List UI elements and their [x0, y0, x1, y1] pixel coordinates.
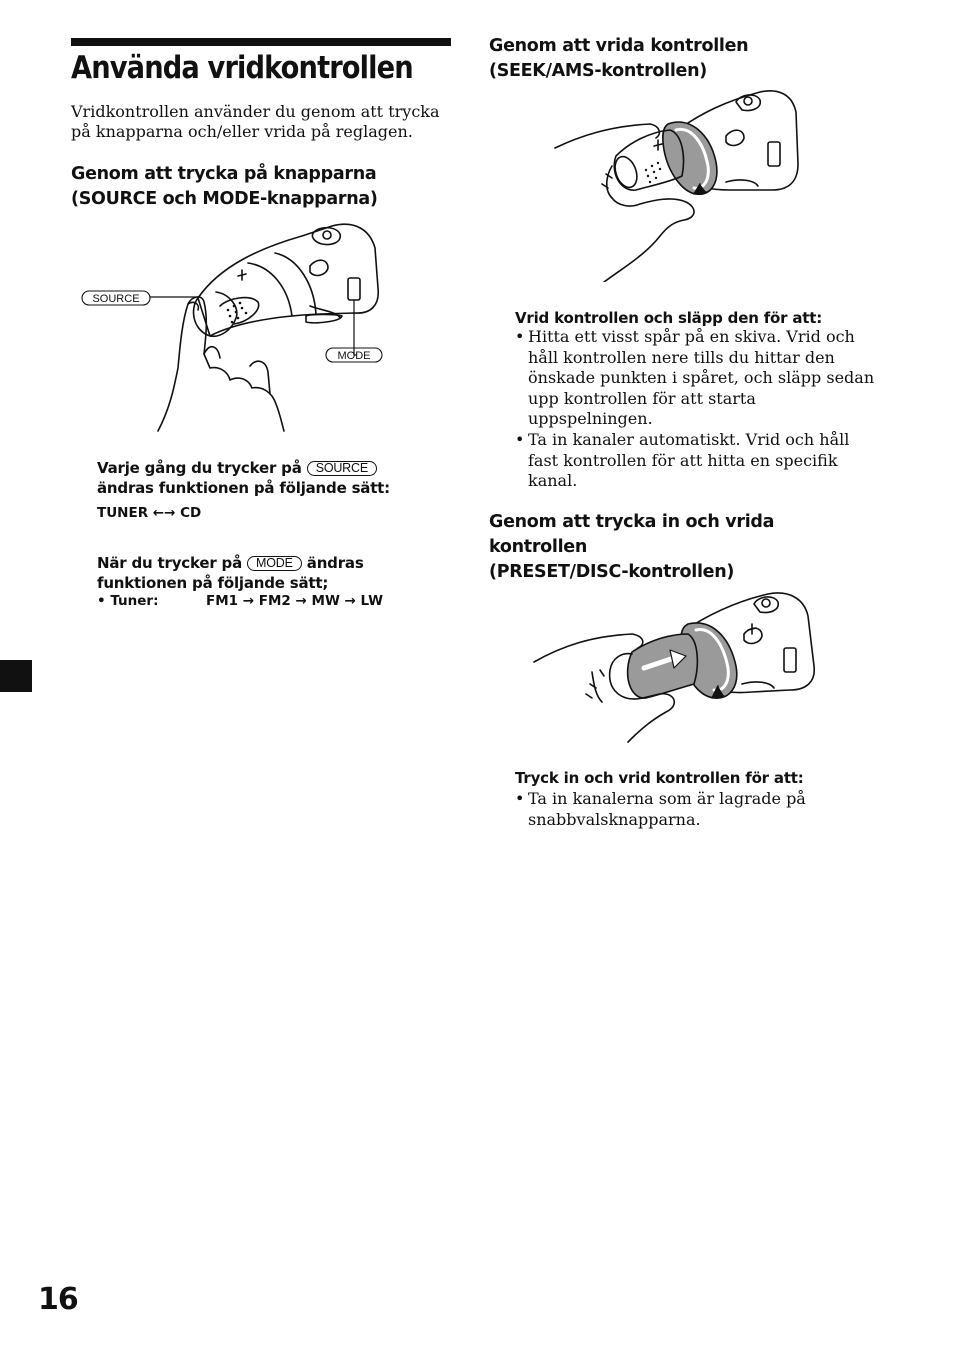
mode-caption-pre: När du trycker på: [97, 554, 242, 572]
source-mode-heading-line1: Genom att trycka på knapparna: [71, 164, 377, 184]
page-title: Använda vridkontrollen: [71, 50, 413, 86]
preset-heading: [489, 510, 774, 585]
title-rule: [71, 38, 451, 46]
mode-key: MODE: [247, 556, 302, 571]
seek-illustration: [550, 86, 805, 282]
preset-illustration: [532, 590, 822, 746]
source-mode-illustration: [70, 218, 400, 438]
preset-heading-line3: (PRESET/DISC-kontrollen): [489, 562, 735, 582]
seek-heading-line2: (SEEK/AMS-kontrollen): [489, 61, 707, 81]
controller-knob: [194, 292, 237, 336]
source-caption: [97, 458, 457, 498]
source-caption-pre: Varje gång du trycker på: [97, 459, 302, 477]
seek-bullet-list: [515, 327, 875, 492]
mode-caption-post: ändras: [306, 554, 364, 572]
preset-caption: Tryck in och vrid kontrollen för att:: [515, 769, 804, 787]
mode-callout-label: MODE: [337, 350, 371, 362]
mode-caption: [97, 553, 457, 593]
source-caption-line2: ändras funktionen på följande sätt:: [97, 479, 390, 497]
seek-bullet-item: • Hitta ett visst spår på en skiva. Vrid och håll kontrollen nere tills du hittar den önskade punkten i spåret, och släpp sedan upp kontrollen för att starta uppspelningen.: [515, 327, 875, 430]
controller-knob: [628, 634, 698, 698]
controller-side-button: [310, 260, 328, 275]
hand-outline: [555, 124, 659, 148]
source-mode-heading-line2: (SOURCE och MODE-knapparna): [71, 189, 378, 209]
seek-caption: Vrid kontrollen och släpp den för att:: [515, 309, 823, 327]
seek-heading: [489, 34, 748, 84]
intro-text: Vridkontrollen använder du genom att trycka på knapparna och/eller vrida på reglagen.: [71, 102, 440, 141]
controller-top-button: [312, 228, 340, 245]
source-key: SOURCE: [307, 461, 377, 476]
hand-outline: [534, 634, 643, 662]
source-mode-heading: [71, 162, 378, 212]
controller-body: [198, 224, 378, 336]
preset-bullet-item: • Ta in kanalerna som är lagrade på snabbvalsknapparna.: [515, 789, 875, 830]
preset-bullet-list: [515, 789, 875, 830]
tuner-label: • Tuner:: [97, 593, 159, 609]
preset-heading-line1: Genom att trycka in och vrida: [489, 512, 775, 532]
seek-bullet-item: • Ta in kanaler automatiskt. Vrid och håll fast kontrollen för att hitta en specifik kanal.: [515, 430, 875, 492]
preset-heading-line2: kontrollen: [489, 537, 587, 557]
tuner-sequence: FM1 → FM2 → MW → LW: [206, 593, 384, 609]
seek-heading-line1: Genom att vrida kontrollen: [489, 36, 749, 56]
source-callout-label: SOURCE: [92, 293, 140, 305]
source-sequence: TUNER ←→ CD: [97, 505, 202, 521]
page-number: 16: [38, 1282, 78, 1317]
mode-caption-line2: funktionen på följande sätt;: [97, 574, 329, 592]
section-tab-marker: [0, 660, 32, 692]
mode-button-icon: [348, 278, 360, 300]
